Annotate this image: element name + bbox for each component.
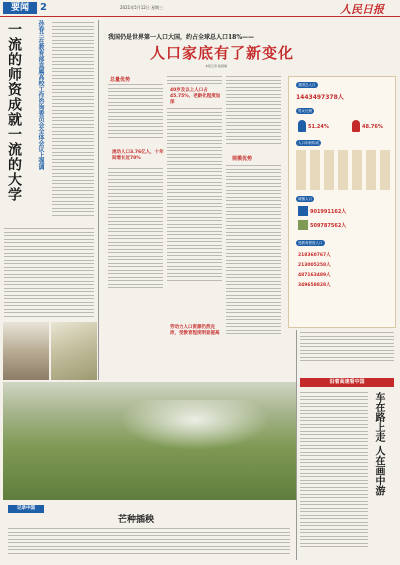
main-col-1b xyxy=(108,168,163,291)
column-rule xyxy=(98,20,99,380)
photo-story-text xyxy=(8,528,290,556)
info-edu-1: 218360767人 xyxy=(298,253,331,258)
info-title-gender: 男女比例 xyxy=(298,109,312,113)
info-edu-4: 349658828人 xyxy=(298,283,331,288)
main-col-3 xyxy=(226,76,281,146)
male-icon xyxy=(298,120,306,132)
info-edu-3: 487163489人 xyxy=(298,273,331,278)
info-title-age: 人口年龄构成 xyxy=(298,141,319,145)
female-icon xyxy=(352,120,360,132)
page-number: 2 xyxy=(40,2,47,13)
left-kicker: 孙春兰在教育部直属高校工作咨询委员会全体会议上强调 xyxy=(37,20,44,170)
farmer-photo xyxy=(3,322,49,380)
section-tag: 要闻 xyxy=(3,2,37,14)
left-body-text-lower xyxy=(4,228,94,319)
main-headline: 人口家底有了新变化 xyxy=(150,44,295,62)
main-col-2b xyxy=(167,108,222,283)
newspaper-logo: 人民日报 xyxy=(340,3,384,16)
info-title-urban: 城镇人口 xyxy=(298,197,312,201)
main-col-1 xyxy=(108,84,163,140)
sub-heading-1: 总量优势 xyxy=(110,77,131,83)
feature-tag: 沿着高速看中国 xyxy=(300,378,394,387)
issue-date: 2021年5月12日 星期三 xyxy=(120,5,164,10)
info-urban: 901991162人 xyxy=(310,209,347,215)
info-rural: 509787562人 xyxy=(310,223,347,229)
callout-3: 劳动力人口资源仍然充沛，受教育程度明显提高 xyxy=(170,325,220,336)
column-rule xyxy=(296,330,297,560)
main-col-2 xyxy=(167,76,222,87)
info-title-education: 受教育程度人口 xyxy=(298,241,323,245)
irrigation-sprinkle xyxy=(120,400,270,450)
left-headline: 一流的师资成就一流的大学 xyxy=(6,22,22,202)
right-col-text xyxy=(300,332,394,364)
village-icon xyxy=(298,220,308,230)
rice-closeup-photo xyxy=(51,322,97,380)
main-subhead: 我国仍是世界第一人口大国，约占全球总人口18%—— xyxy=(108,34,255,41)
callout-2: 流动人口3.76亿人，十年间增长近70% xyxy=(112,150,164,161)
city-icon xyxy=(298,206,308,216)
photo-tag: 记录中国 xyxy=(8,505,44,513)
left-body-text xyxy=(52,22,94,218)
feature-body xyxy=(300,392,368,550)
info-male: 51.24% xyxy=(308,124,329,130)
main-byline: 本报记者 陆娅楠 xyxy=(205,64,227,68)
photo-headline: 芒种插秧 xyxy=(118,515,155,525)
age-figures xyxy=(296,150,390,190)
feature-headline: 车在路上走 人在画中游 xyxy=(373,392,384,496)
info-edu-2: 213005258人 xyxy=(298,263,331,268)
main-col-3b xyxy=(226,165,281,337)
info-title-total: 我国总人口 xyxy=(298,83,316,87)
info-female: 48.76% xyxy=(362,124,383,130)
callout-1: 40岁及以上人口占45.75%，老龄化程度加深 xyxy=(170,88,221,105)
sub-heading-2: 规模优势 xyxy=(232,156,253,162)
info-total: 1443497378人 xyxy=(296,94,344,101)
